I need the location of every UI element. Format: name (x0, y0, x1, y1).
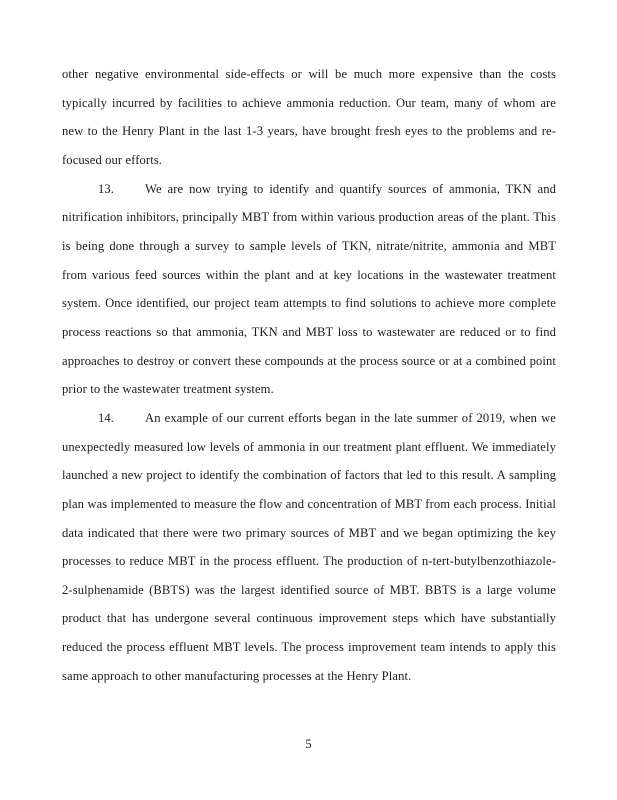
page-number: 5 (305, 737, 312, 751)
paragraph-text: We are now trying to identify and quantify sources of ammonia, TKN and nitrification inhibitors, principally MBT from within various production areas of the plant. This is being done through a survey to sample levels of TKN, nitrate/nitrite, ammonia and MBT from various feed sources within the plant and at key locations in the wastewater treatment system. Once identified, our project team attempts to find solutions to achieve more complete process reactions so that ammonia, TKN and MBT loss to wastewater are reduced or to find approaches to destroy or convert these compounds at the process source or at a combined point prior to the wastewater treatment system. (62, 181, 556, 397)
paragraph-14 (62, 404, 556, 691)
paragraph-continuation (62, 60, 556, 175)
paragraph-text: An example of our current efforts began in the late summer of 2019, when we unexpectedly measured low levels of ammonia in our treatment plant effluent. We immediately launched a new project to identify the combination of factors that led to this result. A sampling plan was implemented to measure the flow and concentration of MBT from each process. Initial data indicated that there were two primary sources of MBT and we began optimizing the key processes to reduce MBT in the process effluent. The production of n-tert-butylbenzothiazole-2-sulphenamide (BBTS) was the largest identified source of MBT. BBTS is a large volume product that has undergone several continuous improvement steps which have substantially reduced the process effluent MBT levels. The process improvement team intends to apply this same approach to other manufacturing processes at the Henry Plant. (62, 410, 556, 683)
paragraph-text: other negative environmental side-effects or will be much more expensive than the costs typically incurred by facilities to achieve ammonia reduction. Our team, many of whom are new to the Henry Plant in the last 1-3 years, have brought fresh eyes to the problems and re-focused our efforts. (62, 67, 556, 167)
document-body (62, 60, 556, 690)
paragraph-14-number: 14. (98, 410, 115, 425)
paragraph-13 (62, 175, 556, 404)
paragraph-13-number: 13. (98, 181, 115, 196)
